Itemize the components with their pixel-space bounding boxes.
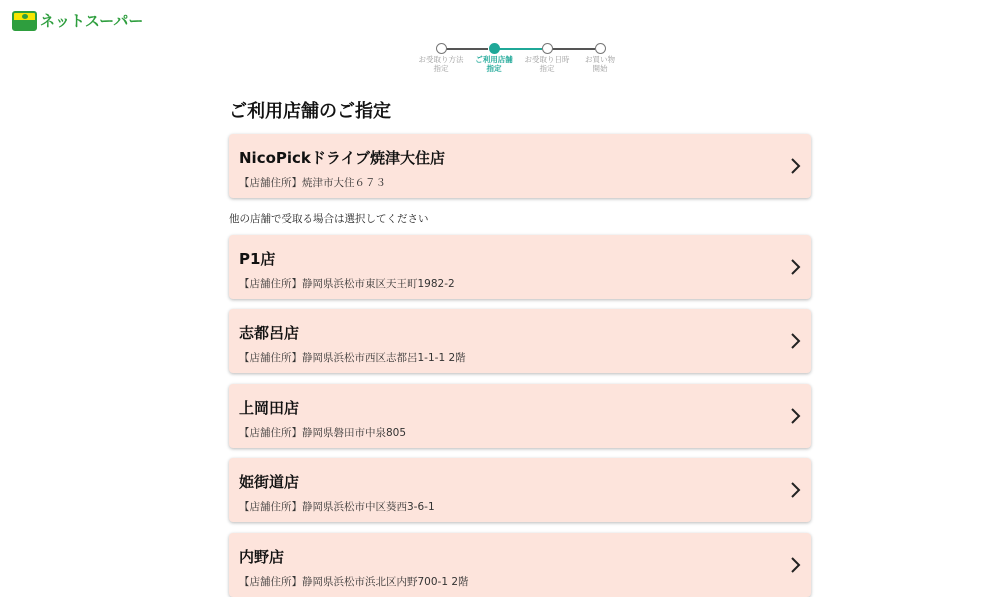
- chevron-right-icon: [787, 331, 803, 351]
- chevron-right-icon: [787, 257, 803, 277]
- step-label: お受取り日時 指定: [524, 55, 570, 73]
- store-card[interactable]: [229, 235, 811, 299]
- step-pickup-datetime: [517, 43, 577, 73]
- step-store-select: [464, 43, 524, 73]
- step-dot: [542, 43, 553, 54]
- store-address: 【店舗住所】静岡県浜松市東区天王町1982-2: [239, 278, 455, 290]
- store-name: 姫街道店: [239, 473, 300, 491]
- store-address: 【店舗住所】静岡県浜松市浜北区内野700-1 2階: [239, 576, 469, 588]
- store-name: 志都呂店: [239, 324, 300, 342]
- step-dot: [436, 43, 447, 54]
- store-address: 【店舗住所】静岡県浜松市中区葵西3-6-1: [239, 501, 435, 513]
- store-address: 【店舗住所】焼津市大住６７３: [239, 177, 386, 189]
- store-name: 内野店: [239, 548, 285, 566]
- step-label: お買い物 開始: [585, 55, 615, 73]
- chevron-right-icon: [787, 406, 803, 426]
- store-name: 上岡田店: [239, 399, 300, 417]
- store-logo-icon: [12, 11, 37, 31]
- step-dot-active: [489, 43, 500, 54]
- store-card[interactable]: [229, 533, 811, 597]
- chevron-right-icon: [787, 156, 803, 176]
- chevron-right-icon: [787, 480, 803, 500]
- store-card[interactable]: [229, 458, 811, 522]
- page-title: ご利用店舗のご指定: [229, 101, 391, 122]
- step-pickup-method: [411, 43, 471, 73]
- site-logo[interactable]: [12, 10, 143, 31]
- store-name: P1店: [239, 250, 276, 268]
- step-label: お受取り方法 指定: [418, 55, 464, 73]
- logo-text: ネットスーパー: [40, 12, 144, 30]
- step-label: ご利用店舗 指定: [475, 55, 513, 73]
- store-card[interactable]: [229, 384, 811, 448]
- step-dot: [595, 43, 606, 54]
- chevron-right-icon: [787, 555, 803, 575]
- store-address: 【店舗住所】静岡県浜松市西区志都呂1-1-1 2階: [239, 352, 466, 364]
- store-card[interactable]: [229, 309, 811, 373]
- store-name: NicoPickドライブ焼津大住店: [239, 149, 445, 167]
- other-store-hint: 他の店舗で受取る場合は選択してください: [229, 213, 429, 225]
- selected-store-card[interactable]: [229, 134, 811, 198]
- progress-stepper: [414, 43, 626, 79]
- store-address: 【店舗住所】静岡県磐田市中泉805: [239, 427, 407, 439]
- step-start-shopping: [570, 43, 630, 73]
